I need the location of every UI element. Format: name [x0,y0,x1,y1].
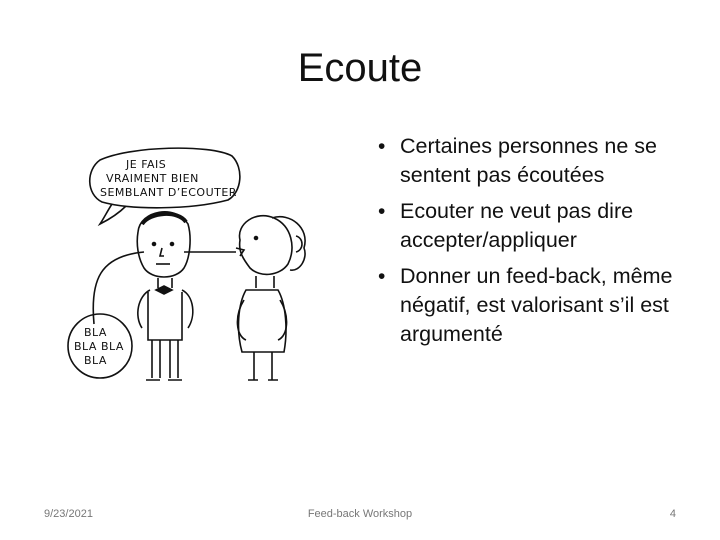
bullet-icon: • [378,265,386,288]
bullet-text: Donner un feed-back, même négatif, est valorisant s’il est argumenté [400,264,673,346]
bullet-text: Ecouter ne veut pas dire accepter/appliquer [400,199,634,252]
bullet-item [372,262,692,349]
bla-line-2: BLA BLA [74,340,124,353]
bullet-item [372,197,692,255]
bla-line-1: BLA [84,326,107,339]
cartoon-illustration [60,140,350,390]
slide-title: Ecoute [297,46,423,90]
man-figure [137,212,193,380]
bullet-item [372,132,692,190]
bullet-list [372,132,692,356]
speech-bubble-line-3: SEMBLANT D’ECOUTER [100,186,237,199]
footer-date: 9/23/2021 [44,508,93,520]
footer-title: Feed-back Workshop [307,508,413,520]
speech-bubble-line-1: JE FAIS [126,158,167,171]
woman-figure [236,216,305,380]
bullet-icon: • [378,135,386,158]
bla-line-3: BLA [84,354,107,367]
speech-tail-line [93,252,144,324]
page-number: 4 [669,508,676,520]
bullet-text: Certaines personnes ne se sentent pas écoutées [400,134,657,187]
speech-bubble-line-2: VRAIMENT BIEN [106,172,199,185]
bullet-icon: • [378,200,386,223]
